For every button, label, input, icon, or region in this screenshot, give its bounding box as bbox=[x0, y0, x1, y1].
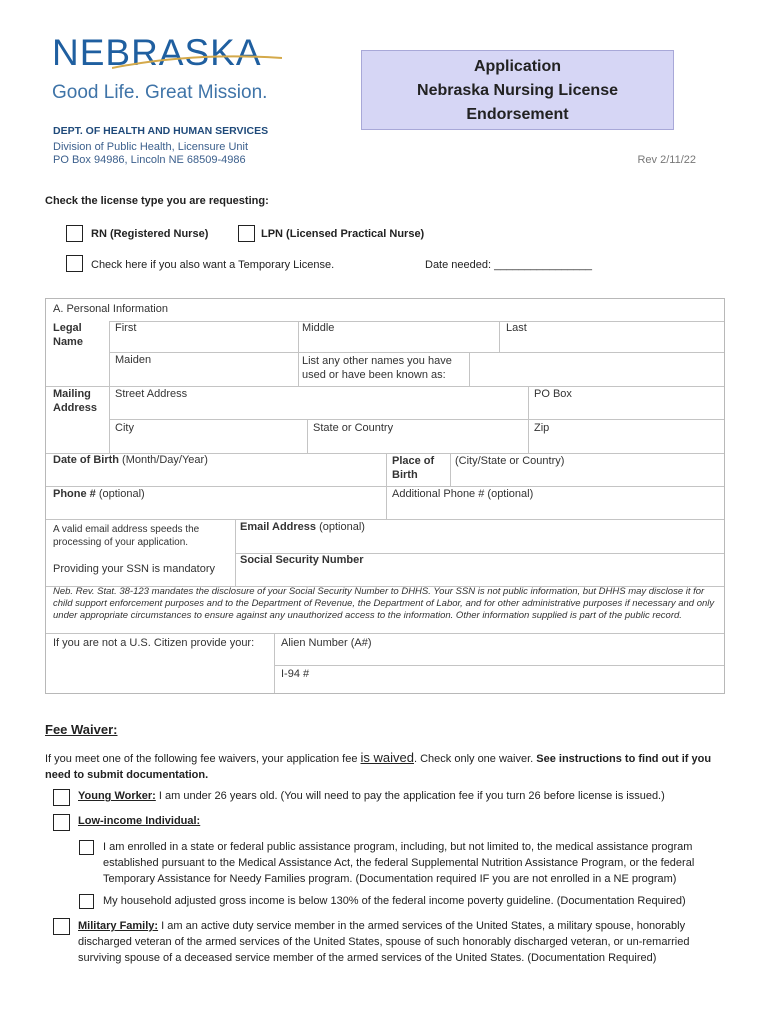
ssn-notice: Neb. Rev. Stat. 38-123 mandates the disclosure of your Social Security Number to DHHS. Your SSN is not public information, but DHHS may disclose it for child support enforcement purposes and to the Department of Revenue, the Department of Labor, and for other administrative purposes if necessary and only under appropriate circumstances to ensure against any unauthorized access to the information. Other information supplied is part of the public record. bbox=[53, 586, 715, 621]
ssn-hint: Providing your SSN is mandatory bbox=[53, 563, 216, 575]
dob-format: (Month/Day/Year) bbox=[119, 454, 208, 466]
street-address-field[interactable]: Street Address bbox=[115, 388, 188, 400]
email-hint: A valid email address speeds the processing of your application. bbox=[53, 524, 200, 548]
military-family-item bbox=[78, 918, 728, 966]
title-line-3: Endorsement bbox=[466, 106, 569, 123]
license-type-prompt: Check the license type you are requesting: bbox=[45, 195, 269, 207]
phone-optional: (optional) bbox=[95, 488, 145, 500]
legal-name-label: Legal Name bbox=[53, 322, 83, 348]
other-names-field[interactable] bbox=[472, 354, 722, 384]
lpn-checkbox[interactable] bbox=[238, 225, 255, 242]
department-name: DEPT. OF HEALTH AND HUMAN SERVICES bbox=[53, 125, 269, 137]
rn-checkbox[interactable] bbox=[66, 225, 83, 242]
military-family-label: Military Family: bbox=[78, 920, 159, 932]
young-worker-item bbox=[78, 788, 728, 804]
low-income-checkbox[interactable] bbox=[53, 814, 70, 831]
division-line: Division of Public Health, Licensure Unit bbox=[53, 141, 249, 153]
mailing-address-label: Mailing Address bbox=[53, 388, 98, 414]
logo-tagline: Good Life. Great Mission. bbox=[52, 82, 268, 103]
title-line-1: Application bbox=[473, 58, 562, 75]
temp-license-checkbox[interactable] bbox=[66, 255, 83, 272]
temp-license-label: Check here if you also want a Temporary License. bbox=[91, 259, 335, 271]
intro-instructions: See instructions to find out if you need to submit documentation. bbox=[45, 753, 712, 781]
i94-field[interactable]: I-94 # bbox=[281, 668, 310, 680]
non-citizen-label: If you are not a U.S. Citizen provide your: bbox=[53, 637, 255, 649]
low-income-opt2-checkbox[interactable] bbox=[79, 894, 94, 909]
email-field[interactable] bbox=[240, 521, 365, 533]
date-needed-field[interactable]: Date needed: ________________ bbox=[425, 259, 592, 271]
military-family-text: I am an active duty service member in the armed services of the United States, a military spouse, honorably discharged veteran of the armed services of the United States, spouse of such honorably discharged veteran, or un-remarried surviving spouse of a deceased service member of the armed services of the United States. (Documentation Required) bbox=[78, 920, 690, 964]
rn-label: RN (Registered Nurse) bbox=[91, 228, 209, 240]
young-worker-text: I am under 26 years old. (You will need to pay the application fee if you turn 26 before license is issued.) bbox=[155, 790, 665, 802]
address-line: PO Box 94986, Lincoln NE 68509-4986 bbox=[53, 154, 246, 166]
low-income-label: Low-income Individual: bbox=[78, 815, 201, 827]
title-line-2: Nebraska Nursing License bbox=[417, 82, 618, 99]
dob-label: Date of Birth bbox=[53, 454, 119, 466]
intro-text-b: . Check only one waiver. bbox=[413, 753, 537, 765]
additional-phone-field[interactable]: Additional Phone # (optional) bbox=[392, 488, 534, 500]
military-family-checkbox[interactable] bbox=[53, 918, 70, 935]
place-of-birth-field[interactable]: (City/State or Country) bbox=[455, 455, 565, 467]
logo-swoosh-icon bbox=[112, 50, 282, 72]
ssn-field[interactable]: Social Security Number bbox=[240, 554, 364, 566]
dob-field[interactable] bbox=[53, 454, 208, 466]
low-income-opt1-text: I am enrolled in a state or federal public assistance program, including, but not limited to, the medical assistance program established pursuant to the Medical Assistance Act, the federal Supplemental Nutrition Assistance Program, or the federal Temporary Assistance for Needy Families program. (Documentation required IF you are not enrolled in a NE program) bbox=[103, 841, 695, 885]
intro-waived: is waived bbox=[360, 750, 414, 765]
section-a-title: A. Personal Information bbox=[53, 303, 168, 315]
city-field[interactable]: City bbox=[115, 422, 134, 434]
place-of-birth-label: Place of Birth bbox=[392, 455, 435, 481]
young-worker-checkbox[interactable] bbox=[53, 789, 70, 806]
zip-field[interactable]: Zip bbox=[534, 422, 550, 434]
po-box-field[interactable]: PO Box bbox=[534, 388, 572, 400]
maiden-name-field[interactable]: Maiden bbox=[115, 354, 152, 366]
fee-waiver-heading: Fee Waiver: bbox=[45, 722, 118, 737]
middle-name-field[interactable]: Middle bbox=[302, 322, 335, 334]
email-optional: (optional) bbox=[316, 521, 365, 533]
form-title bbox=[361, 50, 674, 130]
alien-number-field[interactable]: Alien Number (A#) bbox=[281, 637, 372, 649]
last-name-field[interactable]: Last bbox=[506, 322, 527, 334]
revision-date: Rev 2/11/22 bbox=[637, 154, 696, 166]
low-income-opt2-text: My household adjusted gross income is below 130% of the federal income poverty guideline. (Documentation Required) bbox=[103, 895, 686, 907]
other-names-label: List any other names you have used or have been known as: bbox=[302, 355, 452, 381]
lpn-label: LPN (Licensed Practical Nurse) bbox=[261, 228, 425, 240]
logo-state-name: NEBRASKA bbox=[52, 32, 262, 73]
phone-field[interactable] bbox=[53, 488, 145, 500]
young-worker-label: Young Worker: bbox=[78, 790, 156, 802]
state-field[interactable]: State or Country bbox=[313, 422, 394, 434]
phone-label: Phone # bbox=[53, 488, 96, 500]
email-label: Email Address bbox=[240, 521, 317, 533]
first-name-field[interactable]: First bbox=[115, 322, 137, 334]
fee-waiver-intro bbox=[45, 750, 735, 783]
low-income-opt1-checkbox[interactable] bbox=[79, 840, 94, 855]
intro-text-a: If you meet one of the following fee waivers, your application fee bbox=[45, 753, 361, 765]
